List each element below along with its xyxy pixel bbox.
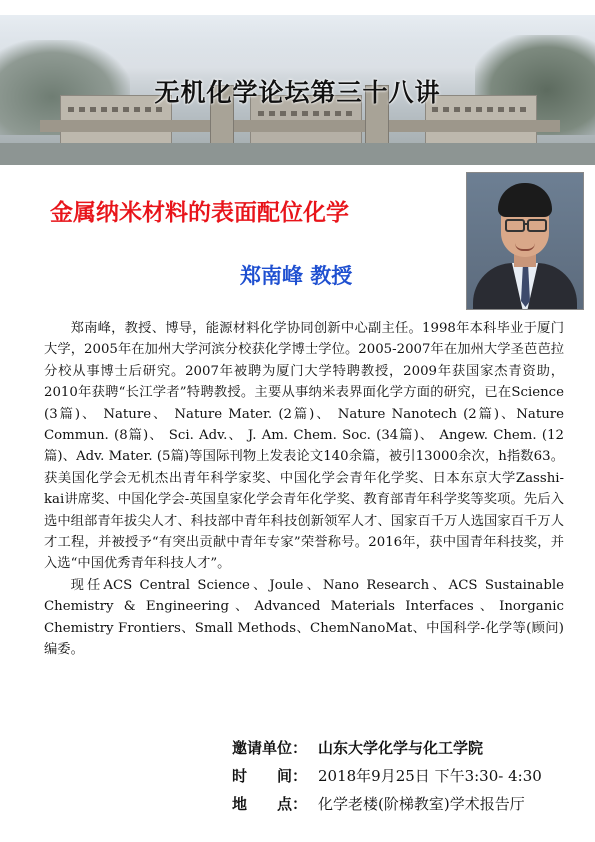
place-row	[232, 793, 592, 821]
campus-banner-image	[0, 15, 595, 165]
photo-glasses	[527, 219, 547, 232]
talk-title: 金属纳米材料的表面配位化学	[50, 200, 349, 226]
banner-windows	[258, 111, 353, 116]
place-value: 化学老楼(阶梯教室)学术报告厅	[318, 795, 525, 813]
host-value: 山东大学化学与化工学院	[318, 739, 484, 757]
place-label: 地 点：	[232, 795, 308, 813]
host-row	[232, 737, 592, 765]
event-info	[232, 737, 592, 821]
banner-ground	[0, 143, 595, 165]
time-label: 时 间：	[232, 767, 308, 785]
time-value: 2018年9月25日 下午3:30- 4:30	[318, 767, 542, 785]
photo-glasses	[505, 219, 525, 232]
speaker-bio	[44, 318, 564, 661]
speaker-name: 郑南峰 教授	[240, 264, 353, 288]
time-row	[232, 765, 592, 793]
bio-paragraph: 郑南峰，教授、博导，能源材料化学协同创新中心副主任。1998年本科毕业于厦门大学，2005年在加州大学河滨分校获化学博士学位。2005-2007年在加州大学圣芭芭拉分校从事博士后研究。2007年被聘为厦门大学特聘教授，2009年获国家杰青资助，2010年获聘“长江学者”特聘教授。主要从事纳米表界面化学方面的研究，已在Science (3篇)、 Nature、 Nature Mater. (2篇)、 Nature Nanotech (2篇)、Nature Commun. (8篇)、 Sci. Adv.、 J. Am. Chem. Soc. (34篇)、 Angew. Chem. (12篇)、Adv. Mater. (5篇)等国际刊物上发表论文140余篇，被引13000余次，h指数63。获美国化学会无机杰出青年科学家奖、中国化学会青年化学奖、日本东京大学Zasshi-kai讲席奖、中国化学会-英国皇家化学会青年化学奖、教育部青年科学奖等奖项。先后入选中组部青年拔尖人才、科技部中青年科技创新领军人才、国家百千万人选国家百千万人才工程，并被授予“有突出贡献中青年专家”荣誉称号。2016年，获中国青年科技奖，并入选“中国优秀青年科技人才”。	[44, 321, 564, 572]
speaker-photo	[466, 172, 584, 310]
forum-title: 无机化学论坛第三十八讲	[154, 78, 441, 107]
bio-paragraph: 现任ACS Central Science、Joule、Nano Research、ACS Sustainable Chemistry & Engineering、Advanced Materials Interfaces、Inorganic Chemistry Frontiers、Small Methods、ChemNanoMat、中国科学-化学等(顾问)编委。	[44, 577, 564, 658]
banner-gate-beam	[40, 120, 560, 132]
photo-glasses-bridge	[523, 223, 527, 225]
host-label: 邀请单位：	[232, 739, 308, 757]
photo-hair	[498, 183, 552, 217]
